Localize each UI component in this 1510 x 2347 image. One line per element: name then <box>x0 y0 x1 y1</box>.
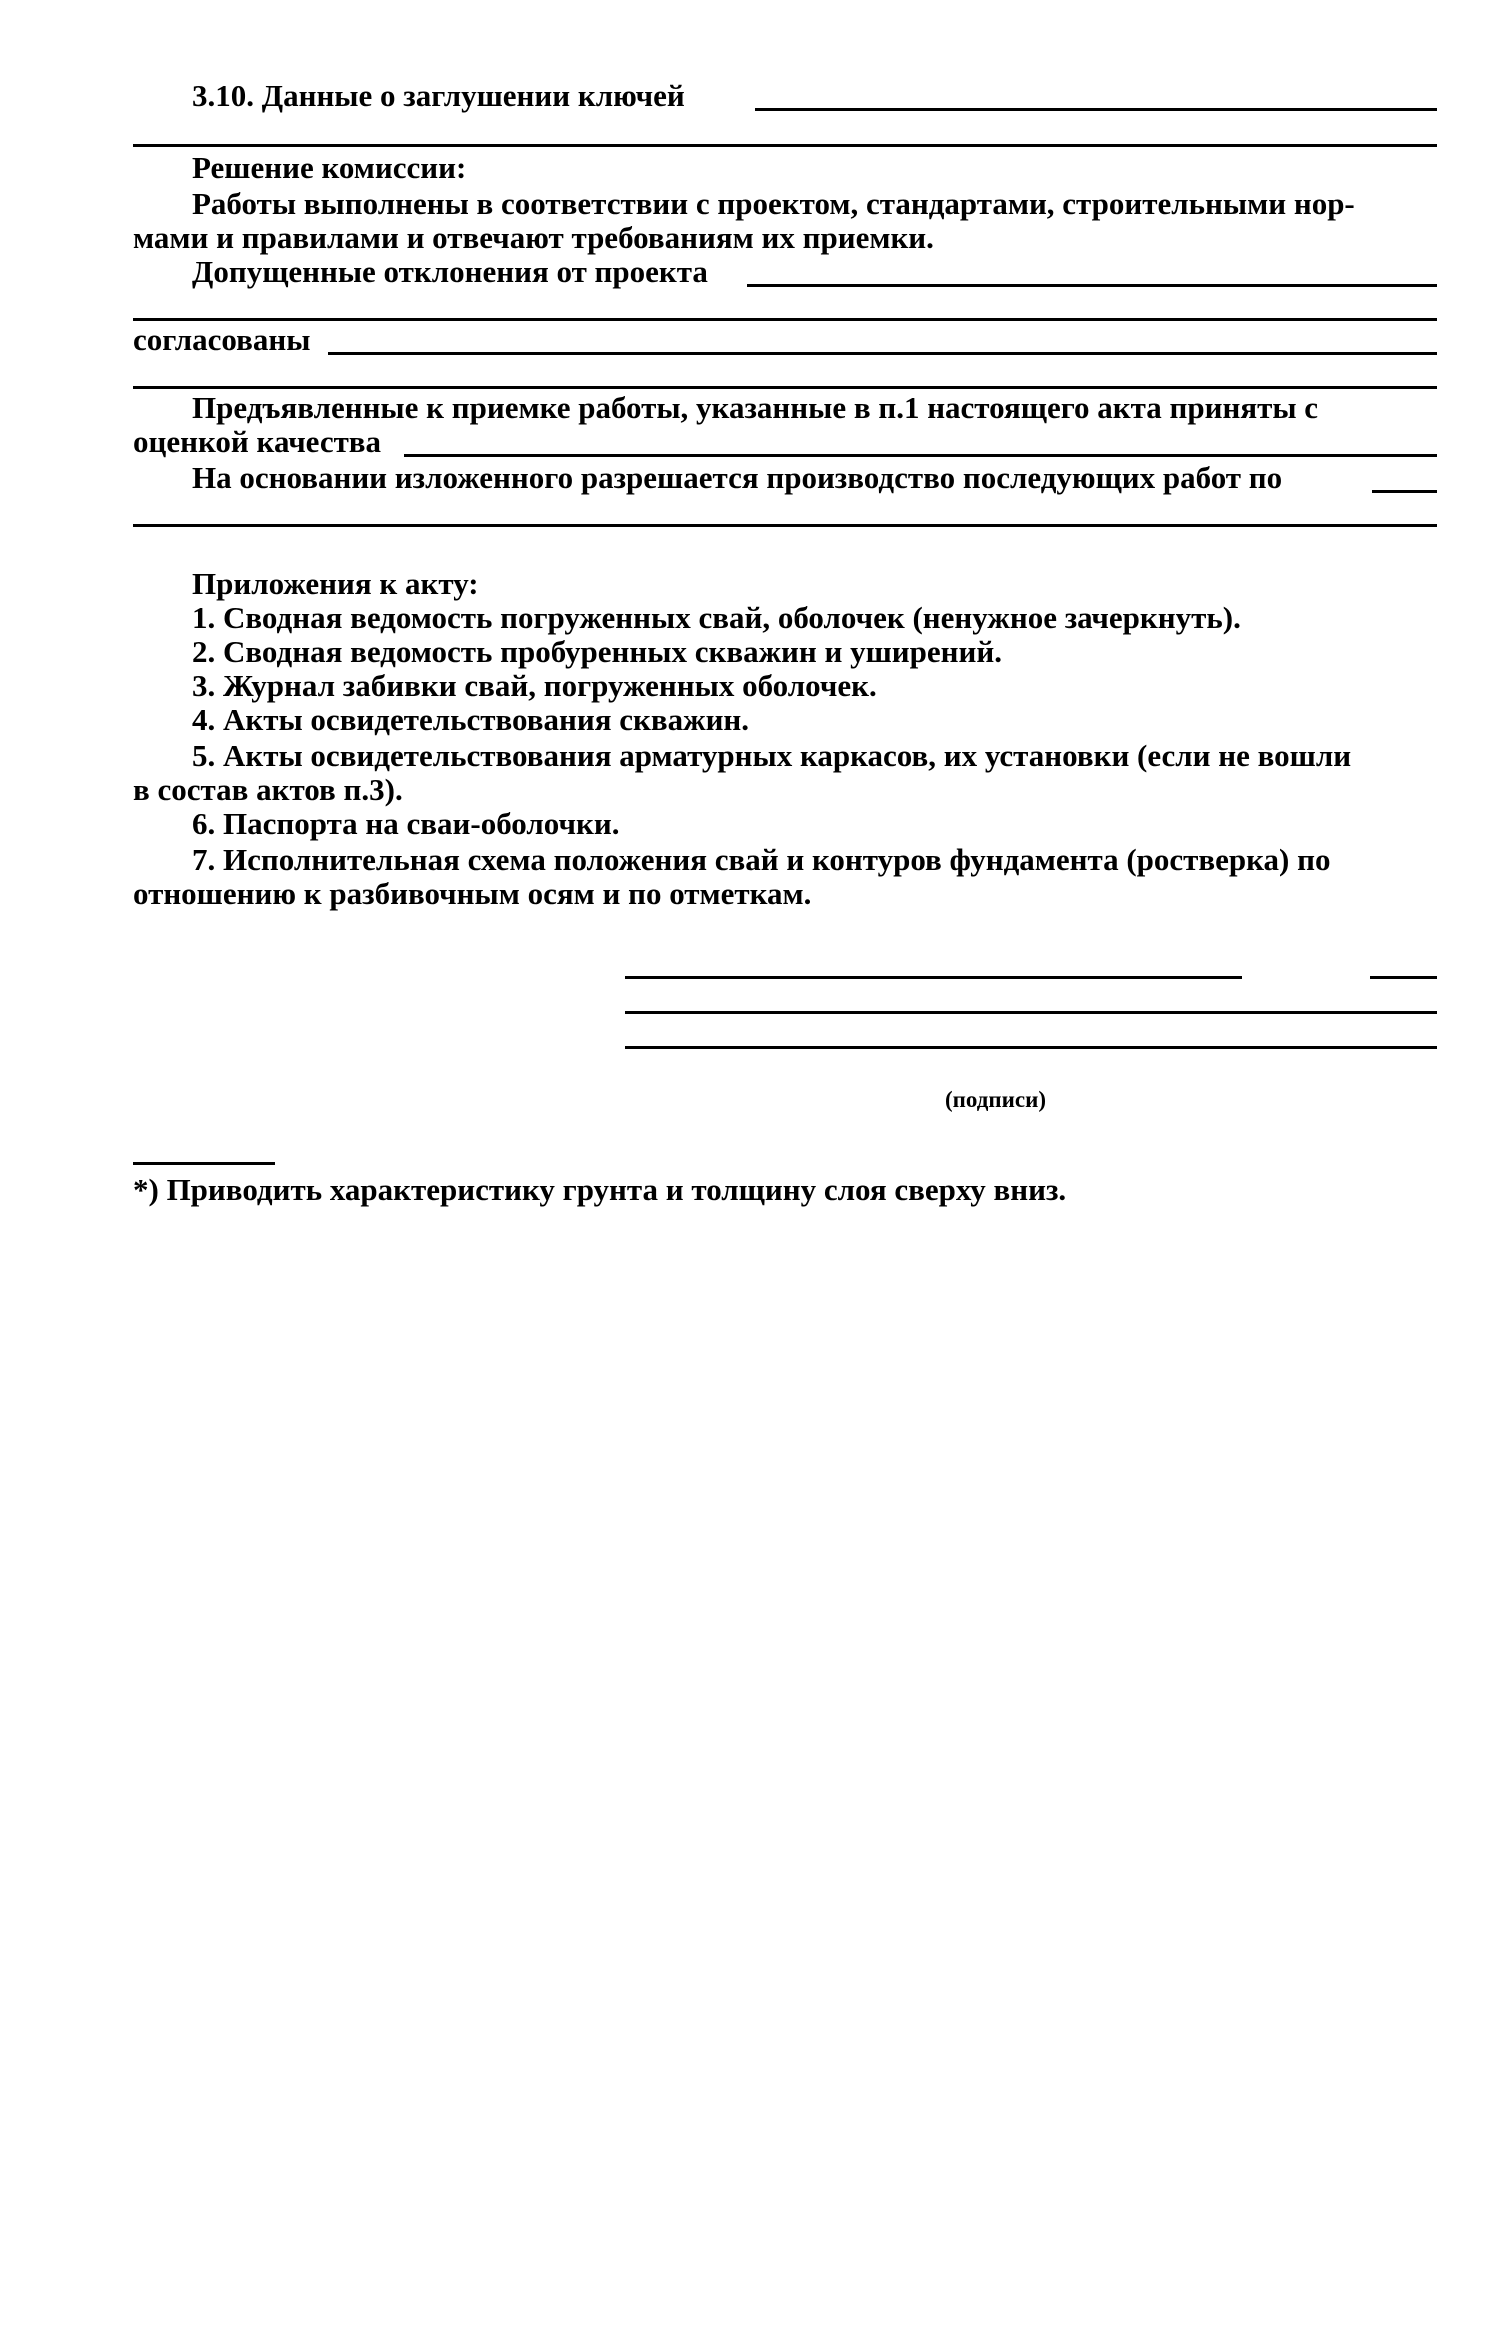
fill-line-agreed <box>328 352 1437 355</box>
appendix-item-5: 5. Акты освидетельствования арматурных каркасов, их установки (если не вошли <box>192 738 1352 773</box>
permission-line: На основании изложенного разрешается производство последующих работ по <box>192 460 1283 495</box>
accepted-line-1: Предъявленные к приемке работы, указанные в п.1 настоящего акта приняты с <box>192 390 1319 425</box>
signature-line-3 <box>625 1046 1437 1049</box>
appendix-item-2: 2. Сводная ведомость пробуренных скважин и уширений. <box>192 634 1002 669</box>
signature-line-1a <box>625 976 1242 979</box>
decision-heading: Решение комиссии: <box>192 150 467 185</box>
fill-line-permission <box>1372 490 1437 493</box>
signature-line-2 <box>625 1011 1437 1014</box>
fill-line-3-10-cont <box>133 144 1437 147</box>
decision-line-2: мами и правилами и отвечают требованиям их приемки. <box>133 220 934 255</box>
fill-line-permission-cont <box>133 524 1437 527</box>
appendix-item-3: 3. Журнал забивки свай, погруженных оболочек. <box>192 668 877 703</box>
appendix-item-7: 7. Исполнительная схема положения свай и контуров фундамента (ростверка) по <box>192 842 1331 877</box>
appendix-item-1: 1. Сводная ведомость погруженных свай, оболочек (ненужное зачеркнуть). <box>192 600 1241 635</box>
appendix-item-5-cont: в состав актов п.3). <box>133 772 403 807</box>
signatures-caption: (подписи) <box>945 1087 1047 1112</box>
fill-line-agreed-cont <box>133 386 1437 389</box>
decision-line-1: Работы выполнены в соответствии с проектом, стандартами, строительными нор- <box>192 186 1355 221</box>
section-3-10-label: 3.10. Данные о заглушении ключей <box>192 78 685 113</box>
agreed-label: согласованы <box>133 322 311 357</box>
appendix-heading: Приложения к акту: <box>192 566 479 601</box>
appendix-item-4: 4. Акты освидетельствования скважин. <box>192 702 750 737</box>
footnote-separator <box>133 1162 275 1165</box>
signature-line-1b <box>1370 976 1437 979</box>
appendix-item-6: 6. Паспорта на сваи-оболочки. <box>192 806 620 841</box>
fill-line-deviations <box>747 284 1437 287</box>
fill-line-quality <box>404 454 1437 457</box>
fill-line-deviations-cont <box>133 318 1437 321</box>
accepted-line-2: оценкой качества <box>133 424 382 459</box>
footnote: *) Приводить характеристику грунта и толщину слоя сверху вниз. <box>133 1172 1067 1207</box>
fill-line-3-10 <box>755 108 1437 111</box>
appendix-item-7-cont: отношению к разбивочным осям и по отметкам. <box>133 876 812 911</box>
deviations-label: Допущенные отклонения от проекта <box>192 254 708 289</box>
